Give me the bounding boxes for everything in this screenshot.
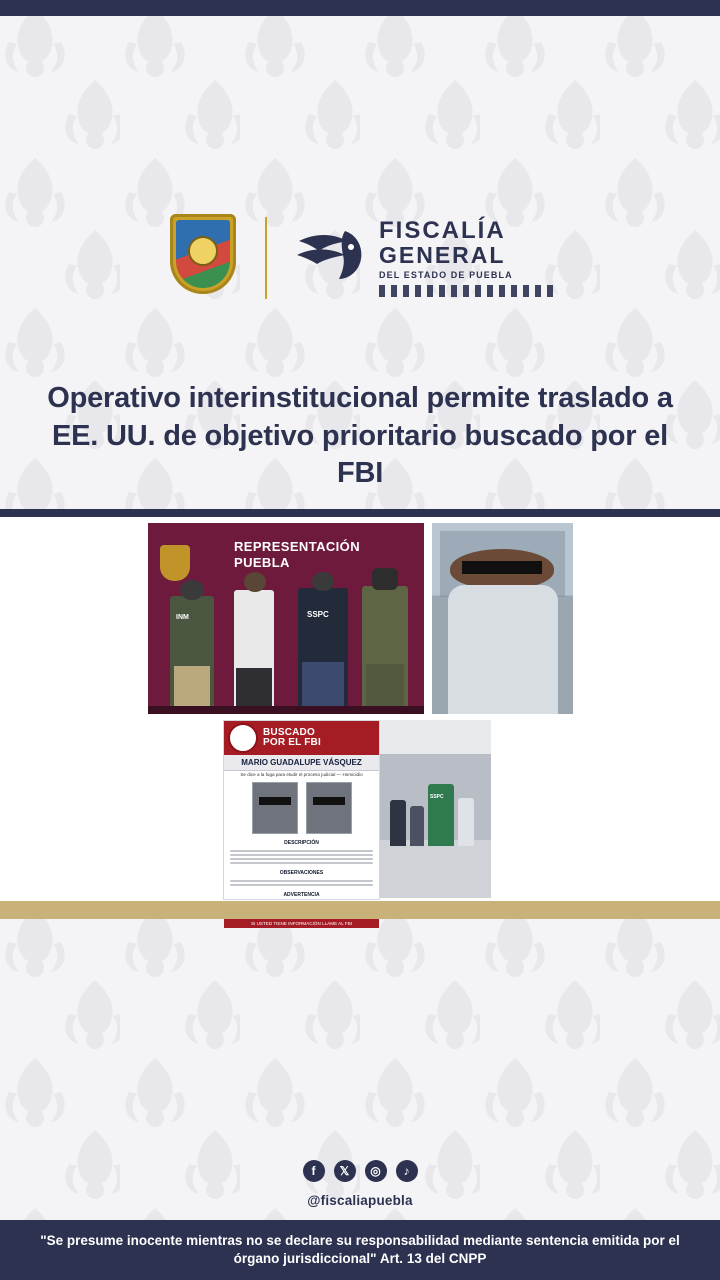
eagle-profile-icon bbox=[293, 221, 367, 295]
poster-header bbox=[224, 721, 379, 755]
social-handle: @fiscaliapuebla bbox=[307, 1193, 413, 1208]
tiktok-icon[interactable]: ♪ bbox=[396, 1160, 418, 1182]
officer-inm: INM bbox=[170, 596, 214, 708]
gold-accent-band bbox=[0, 901, 720, 919]
legal-notice-text: "Se presume inocente mientras no se declare su responsabilidad mediante sentencia emitida por el órgano jurisdiccional" Art. 13 del CNPP bbox=[40, 1232, 680, 1266]
instagram-icon[interactable]: ◎ bbox=[365, 1160, 387, 1182]
top-photo-group bbox=[148, 523, 573, 714]
fiscalia-logo bbox=[293, 219, 553, 297]
photo-collage bbox=[0, 517, 720, 926]
legal-notice-bar bbox=[0, 1220, 720, 1280]
officer-sspc: SSPC bbox=[298, 588, 348, 708]
poster-section-warning: ADVERTENCIA bbox=[283, 892, 320, 898]
logo-ornament-band bbox=[379, 285, 553, 297]
puebla-state-seal-icon bbox=[167, 214, 239, 302]
social-footer bbox=[0, 1160, 720, 1208]
photo-transfer-hallway bbox=[380, 720, 491, 898]
national-guard-officer bbox=[362, 586, 408, 708]
poster-section-remarks: OBSERVACIONES bbox=[279, 870, 324, 876]
photo-fbi-wanted-poster bbox=[223, 720, 380, 926]
hallway-person bbox=[410, 806, 424, 846]
hallway-person bbox=[458, 798, 474, 846]
poster-mugshots bbox=[224, 778, 379, 838]
wall-emblem-icon bbox=[160, 545, 190, 581]
poster-subject-subtitle: Se dice a la fuga para eludir el proceso judicial — Homicidio bbox=[240, 772, 363, 777]
hallway-person bbox=[390, 800, 406, 846]
logo-title-line1: FISCALÍA bbox=[379, 217, 506, 245]
fbi-seal-icon bbox=[228, 723, 258, 753]
logo-subtitle: DEL ESTADO DE PUEBLA bbox=[379, 269, 513, 280]
poster-title-line1: BUSCADO bbox=[263, 726, 315, 738]
detainee-figure bbox=[234, 590, 274, 708]
poster-subject-name: MARIO GUADALUPE VÁSQUEZ bbox=[224, 755, 379, 771]
photo-band-top-rule bbox=[0, 509, 720, 517]
institution-logos bbox=[0, 206, 720, 310]
poster-description-lines bbox=[224, 846, 379, 868]
poster-remark-lines bbox=[224, 876, 379, 890]
headline: Operativo interinstitucional permite traslado a EE. UU. de objetivo prioritario buscado por el FBI bbox=[47, 382, 673, 490]
poster-section-description: DESCRIPCIÓN bbox=[284, 840, 319, 846]
logo-divider bbox=[265, 217, 267, 299]
poster-red-banner: SI USTED TIENE INFORMACIÓN LLAME AL FBI bbox=[224, 919, 379, 928]
x-twitter-icon[interactable]: 𝕏 bbox=[334, 1160, 356, 1182]
logo-title-line2: GENERAL bbox=[379, 241, 506, 268]
hallway-officer-sspc: SSPC bbox=[428, 784, 454, 846]
poster-title-line2: POR EL FBI bbox=[263, 737, 321, 748]
photo-presentation bbox=[148, 523, 424, 714]
photo-backdrop-caption: REPRESENTACIÓN PUEBLA bbox=[234, 539, 360, 571]
photo-detainee-portrait bbox=[432, 523, 573, 714]
top-accent-bar bbox=[0, 0, 720, 16]
facebook-icon[interactable]: f bbox=[303, 1160, 325, 1182]
